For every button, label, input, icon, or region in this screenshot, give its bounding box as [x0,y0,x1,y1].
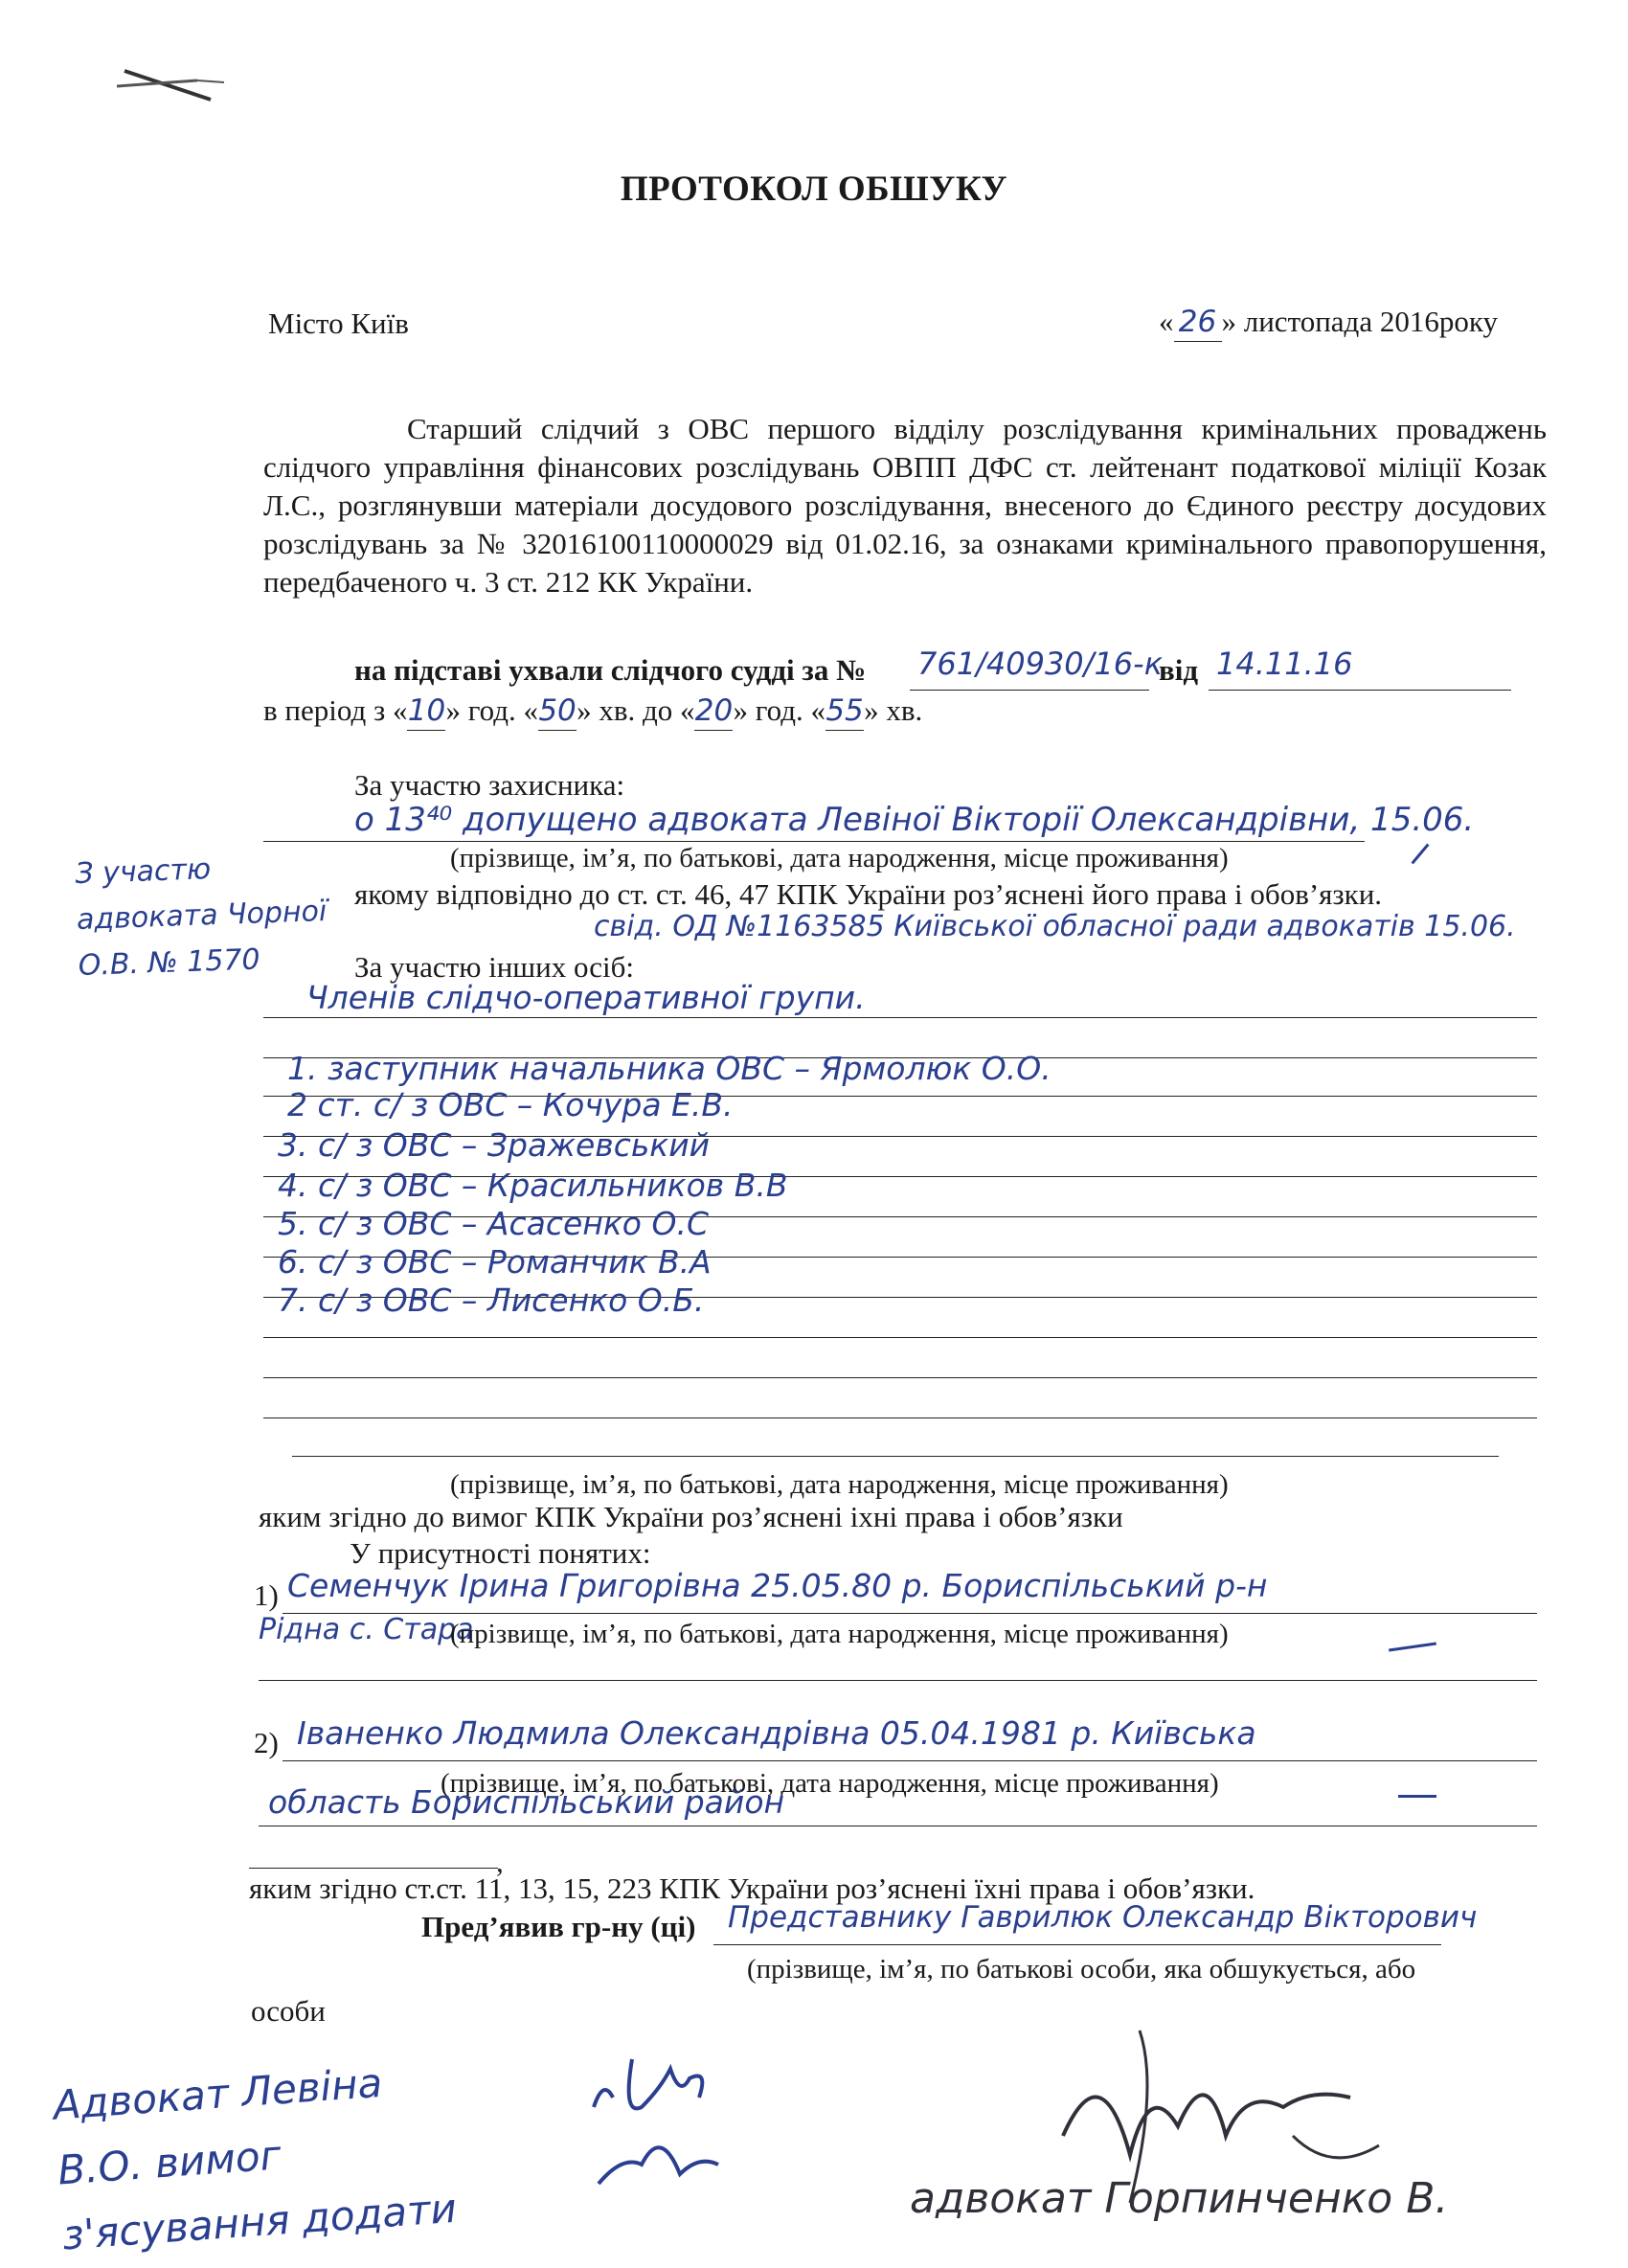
advocate-signature-text: адвокат Горпинченко В. [910,2174,1449,2223]
period-prefix: в період з « [263,693,408,727]
signature-right [1044,2021,1389,2212]
footer-note-left: Адвокат Левіна В.О. вимог з'ясування додати [52,2058,459,2259]
date-rest: листопада 2016року [1243,305,1498,338]
witness-1-handwritten: Семенчук Ірина Григорівна 25.05.80 р. Бориспільський р-н [287,1567,1268,1604]
date-open-quote: « [1159,305,1174,338]
witness-1-handwritten-2: Рідна с. Стара [259,1613,474,1646]
period-start-min: 50 [538,692,577,731]
others-line: 2 ст. с/ з ОВС – Кочура Е.В. [287,1086,734,1123]
witness-2-caption: (прізвище, ім’я, по батькові, дата народження, місце проживання) [441,1768,1219,1799]
witnesses-rights: яким згідно ст.ст. 11, 13, 15, 223 КПК України роз’яснені їхні права і обов’язки. [249,1871,1255,1905]
presented-handwritten: Представнику Гаврилюк Олександр Вікторович [728,1900,1478,1935]
witness-1-caption: (прізвище, ім’я, по батькові, дата народження, місце проживання) [450,1619,1229,1649]
margin-note: З участю адвоката Чорної О.В. № 1570 [74,852,328,984]
city: Місто Київ [268,306,409,340]
date-day: 26 [1174,303,1222,342]
defender-rights: якому відповідно до ст. ст. 46, 47 КПК України роз’яснені його права і обов’язки. [354,877,1383,911]
period-min-label: » хв. до « [577,693,695,727]
basis-label: на підставі ухвали слідчого судді за № [354,653,867,687]
period-suffix: » хв. [864,693,923,727]
period-hour-label: » год. « [445,693,539,727]
staple-mark [105,57,230,115]
margin-dash [1398,1795,1436,1798]
intro-paragraph [263,410,1547,601]
defender-cert-handwritten: свід. ОД №1163585 Київської обласної ради адвокатів 15.06. [594,910,1516,943]
basis-date-rule [1209,690,1511,691]
signature-left [575,2040,737,2212]
defender-handwritten: о 13⁴⁰ допущено адвоката Левіної Вікторії Олександрівни, 15.06. [354,801,1475,839]
basis-from-label: від [1159,653,1199,687]
witnesses-heading: У присутності понятих: [350,1536,651,1570]
others-line: 3. с/ з ОВС – Зражевський [278,1126,711,1164]
witness-2-handwritten-2: область Бориспільський район [268,1783,785,1821]
period-line [263,692,922,731]
document-date [1159,303,1498,342]
period-end-min: 55 [825,692,864,731]
date-close-quote: » [1221,305,1236,338]
witness-2-number: 2) [254,1726,279,1759]
others-caption: (прізвище, ім’я, по батькові, дата народження, місце проживання) [450,1469,1229,1500]
document-title: ПРОТОКОЛ ОБШУКУ [620,170,1008,209]
period-hour-label-2: » год. « [733,693,826,727]
others-heading: За участю інших осіб: [354,950,635,984]
presented-label: Пред’явив гр-ну (ці) [421,1910,696,1943]
others-line: 1. заступник начальника ОВС – Ярмолюк О.О. [287,1050,1051,1087]
witness-1-number: 1) [254,1578,279,1612]
witness-comma: , [496,1845,504,1878]
defender-heading: За участю захисника: [354,768,625,802]
presented-caption: (прізвище, ім’я, по батькові особи, яка обшукується, або [747,1954,1416,1984]
defender-caption: (прізвище, ім’я, по батькові, дата народження, місце проживання) [450,843,1229,873]
margin-dash [1411,844,1429,865]
others-line: Членів слідчо-оперативної групи. [306,979,866,1016]
others-line: 5. с/ з ОВС – Асасенко О.С [278,1205,709,1242]
period-start-hour: 10 [407,692,445,731]
margin-dash [1389,1643,1436,1652]
others-line: 7. с/ з ОВС – Лисенко О.Б. [278,1281,705,1319]
presented-caption-2: особи [251,1994,326,2028]
witness-2-handwritten: Іваненко Людмила Олександрівна 05.04.1981 р. Київська [297,1714,1256,1752]
others-rights: яким згідно до вимог КПК України роз’яснені іхні права і обов’язки [259,1500,1123,1533]
others-line: 6. с/ з ОВС – Романчик В.А [278,1243,712,1281]
basis-number-rule [910,690,1149,691]
basis-date: 14.11.16 [1216,646,1353,682]
others-line: 4. с/ з ОВС – Красильников В.В [278,1167,788,1204]
period-end-hour: 20 [694,692,733,731]
basis-number: 761/40930/16-к [917,646,1164,682]
intro-text: Старший слідчий з ОВС першого відділу розслідування кримінальних проваджень слідчого управління фінансових розслідувань ОВПП ДФС ст. лейтенант податкової міліції Козак Л.С., розглянувши матеріали досудового розслідування, внесеного до Єдиного реєстру досудових розслідувань за № 32016100110000029 від 01.02.16, за ознаками кримінального правопорушення, передбаченого ч. 3 ст. 212 КК України. [263,412,1547,599]
